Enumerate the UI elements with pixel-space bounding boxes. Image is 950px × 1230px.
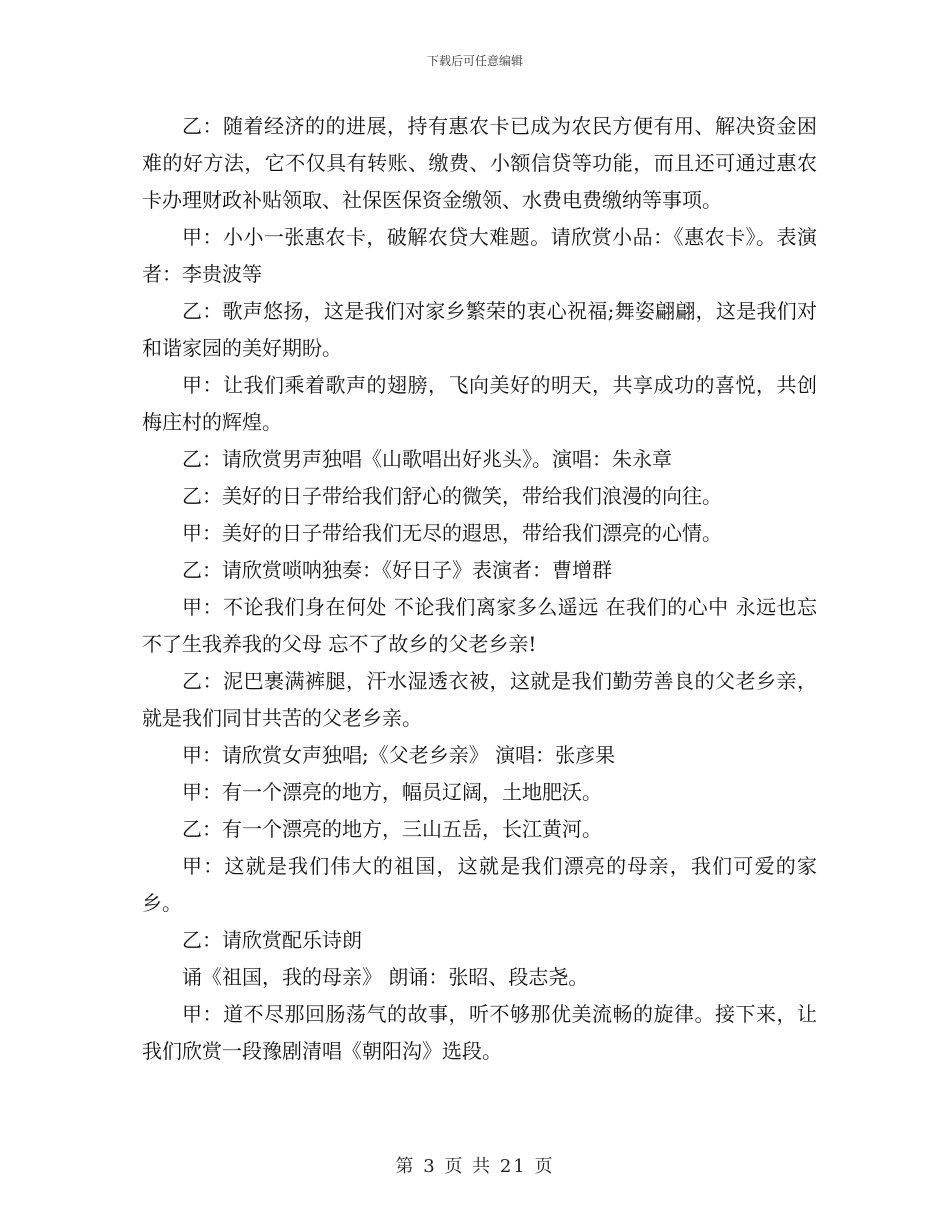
paragraph: 甲：让我们乘着歌声的翅膀，飞向美好的明天，共享成功的喜悦，共创梅庄村的辉煌。 bbox=[142, 373, 817, 434]
paragraph: 甲：请欣赏女声独唱;《父老乡亲》 演唱：张彦果 bbox=[182, 743, 616, 767]
page-header: 下载后可任意编辑 bbox=[426, 54, 523, 68]
paragraph: 诵《祖国，我的母亲》 朗诵：张昭、段志尧。 bbox=[182, 965, 589, 989]
paragraph: 乙：歌声悠扬，这是我们对家乡繁荣的衷心祝福;舞姿翩翩，这是我们对和谐家园的美好期盼。 bbox=[142, 299, 817, 360]
paragraph: 甲：小小一张惠农卡，破解农贷大难题。请欣赏小品：《惠农卡》。表演者：李贵波等 bbox=[142, 225, 817, 286]
document-body bbox=[142, 108, 817, 1070]
paragraph: 乙：有一个漂亮的地方，三山五岳，长江黄河。 bbox=[182, 817, 602, 841]
page-footer: 第 3 页 共 21 页 bbox=[395, 1156, 555, 1177]
paragraph: 乙：随着经济的的进展，持有惠农卡已成为农民方便有用、解决资金困难的好方法，它不仅具有转账、缴费、小额信贷等功能，而且还可通过惠农卡办理财政补贴领取、社保医保资金缴领、水费电费缴纳等事项。 bbox=[142, 114, 817, 212]
paragraph: 乙：美好的日子带给我们舒心的微笑，带给我们浪漫的向往。 bbox=[182, 484, 722, 508]
paragraph: 甲：这就是我们伟大的祖国，这就是我们漂亮的母亲，我们可爱的家乡。 bbox=[142, 854, 817, 915]
paragraph: 乙：泥巴裹满裤腿，汗水湿透衣被，这就是我们勤劳善良的父老乡亲，就是我们同甘共苦的父老乡亲。 bbox=[142, 669, 817, 730]
paragraph: 甲：有一个漂亮的地方，幅员辽阔，土地肥沃。 bbox=[182, 780, 602, 804]
paragraph: 乙：请欣赏男声独唱《山歌唱出好兆头》。演唱：朱永章 bbox=[182, 447, 672, 471]
paragraph: 乙：请欣赏配乐诗朗 bbox=[182, 928, 362, 952]
paragraph: 甲：不论我们身在何处 不论我们离家多么遥远 在我们的心中 永远也忘不了生我养我的父母 忘不了故乡的父老乡亲! bbox=[142, 595, 817, 656]
paragraph: 乙：请欣赏唢呐独奏：《好日子》表演者：曹增群 bbox=[182, 558, 612, 582]
paragraph: 甲：美好的日子带给我们无尽的遐思，带给我们漂亮的心情。 bbox=[182, 521, 722, 545]
paragraph: 甲：道不尽那回肠荡气的故事，听不够那优美流畅的旋律。接下来，让我们欣赏一段豫剧清唱《朝阳沟》选段。 bbox=[142, 1002, 817, 1063]
